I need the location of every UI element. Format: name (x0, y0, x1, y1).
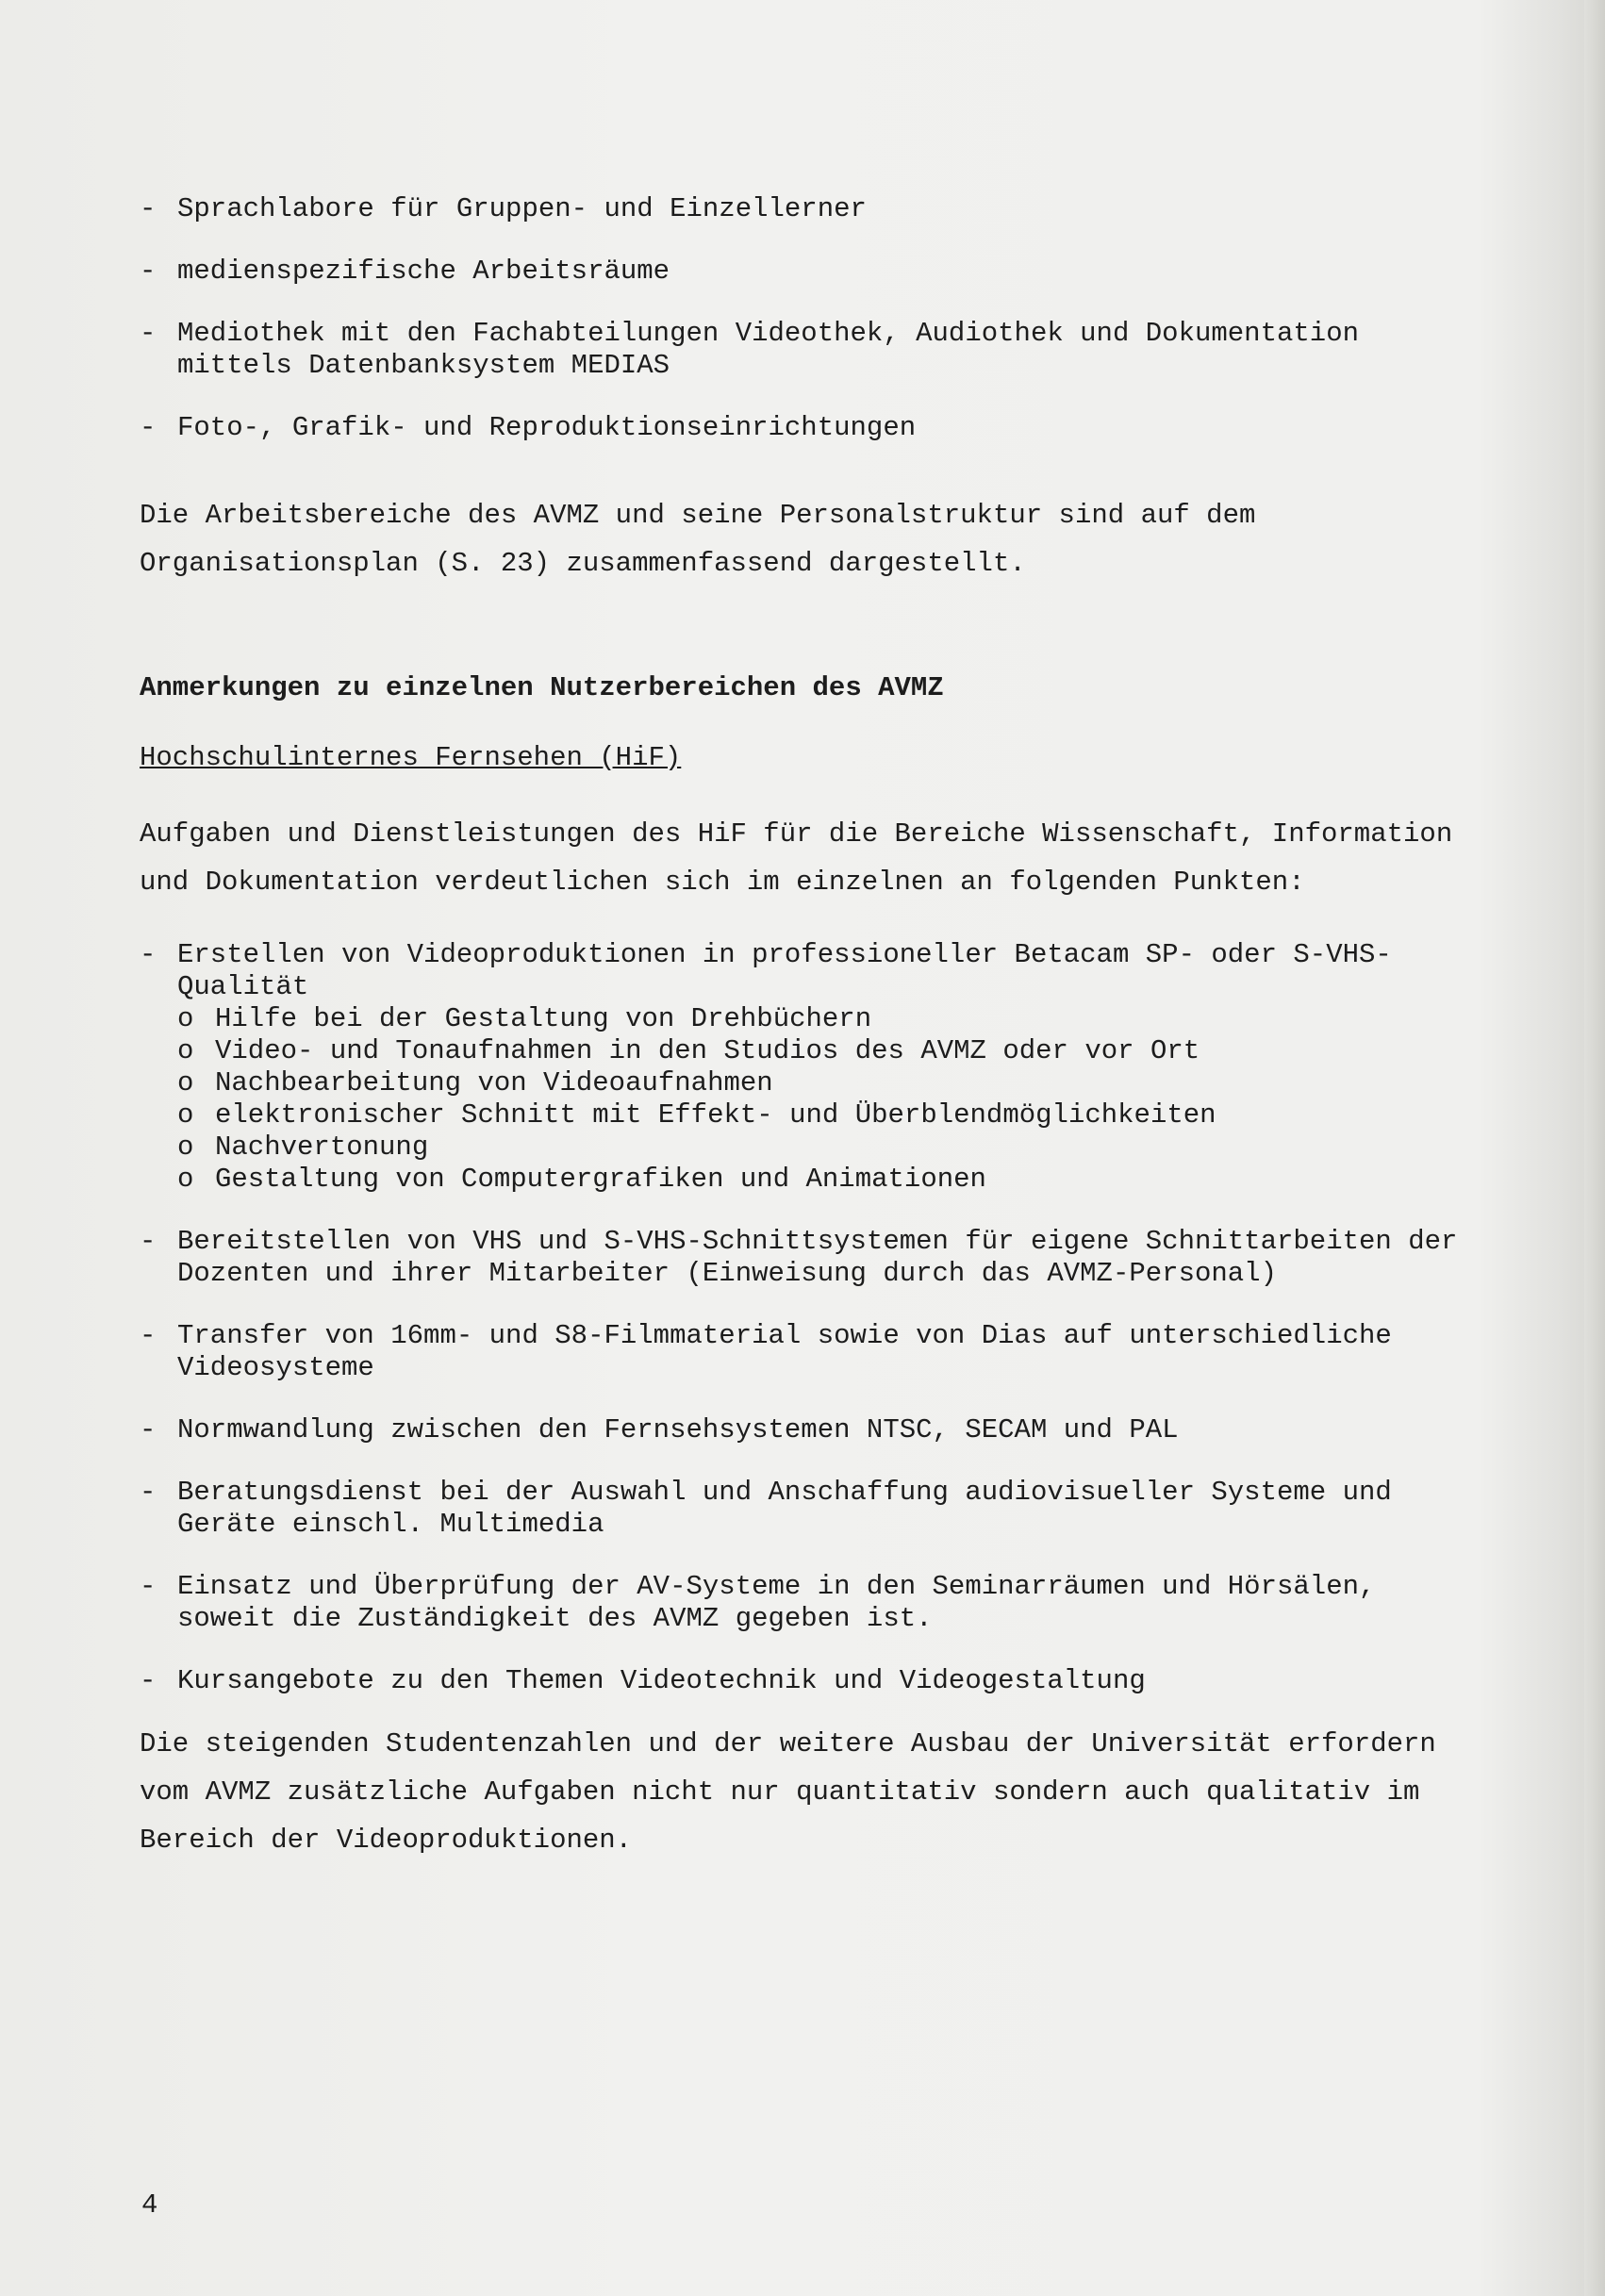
intro-paragraph: Die Arbeitsbereiche des AVMZ und seine Personalstruktur sind auf dem Organisationsplan (S. 23) zusammenfassend dargestellt. (140, 500, 1256, 579)
list-item (140, 318, 1460, 382)
page-number: 4 (141, 2189, 158, 2221)
dash-bullet: - (140, 939, 157, 970)
o-bullet: o (177, 1164, 194, 1195)
sub-item-text: Nachbearbeitung von Videoaufnahmen (215, 1067, 773, 1098)
sub-item (177, 1164, 1460, 1196)
o-bullet: o (177, 1003, 194, 1034)
sub-item (177, 1035, 1460, 1067)
dash-bullet: - (140, 193, 157, 224)
sub-item (177, 1099, 1460, 1131)
o-bullet: o (177, 1131, 194, 1163)
list-item-text: medienspezifische Arbeitsräume (177, 256, 670, 287)
task-item-text: Bereitstellen von VHS und S-VHS-Schnittsystemen für eigene Schnittarbeiten der Dozenten und ihrer Mitarbeiter (Einweisung durch das AVMZ-Personal) (177, 1226, 1458, 1289)
o-bullet: o (177, 1035, 194, 1066)
dash-bullet: - (140, 1477, 157, 1508)
tasks-intro-paragraph: Aufgaben und Dienstleistungen des HiF für die Bereiche Wissenschaft, Information und Dokumentation verdeutlichen sich im einzelnen an folgenden Punkten: (140, 818, 1453, 898)
task-item (140, 1571, 1460, 1635)
section-heading: Anmerkungen zu einzelnen Nutzerbereichen des AVMZ (140, 672, 944, 703)
dash-bullet: - (140, 1414, 157, 1445)
task-item (140, 1226, 1460, 1290)
task-item (140, 1477, 1460, 1541)
task-item-body (177, 939, 1460, 1196)
task-item-text: Normwandlung zwischen den Fernsehsystemen NTSC, SECAM und PAL (177, 1414, 1179, 1445)
subsection-heading: Hochschulinternes Fernsehen (HiF) (140, 742, 682, 773)
sub-item-text: Video- und Tonaufnahmen in den Studios des AVMZ oder vor Ort (215, 1035, 1200, 1066)
list-item (140, 193, 1460, 225)
page-edge-shadow (1584, 0, 1605, 2296)
list-item-text: Mediothek mit den Fachabteilungen Videothek, Audiothek und Dokumentation mittels Datenbanksystem MEDIAS (177, 318, 1360, 381)
sub-item (177, 1131, 1460, 1164)
dash-bullet: - (140, 1320, 157, 1351)
list-item (140, 256, 1460, 288)
closing-paragraph: Die steigenden Studentenzahlen und der weitere Ausbau der Universität erfordern vom AVMZ zusätzliche Aufgaben nicht nur quantitativ sondern auch qualitativ im Bereich der Videoproduktionen. (140, 1728, 1436, 1856)
task-item (140, 939, 1460, 1196)
dash-bullet: - (140, 256, 157, 287)
o-bullet: o (177, 1099, 194, 1131)
o-bullet: o (177, 1067, 194, 1098)
list-item-text: Foto-, Grafik- und Reproduktionseinrichtungen (177, 412, 917, 443)
sub-item-text: Hilfe bei der Gestaltung von Drehbüchern (215, 1003, 872, 1034)
task-item-text: Kursangebote zu den Themen Videotechnik und Videogestaltung (177, 1665, 1146, 1696)
dash-bullet: - (140, 1226, 157, 1257)
list-item-text: Sprachlabore für Gruppen- und Einzellerner (177, 193, 867, 224)
task-item (140, 1665, 1460, 1697)
task-item-text: Erstellen von Videoproduktionen in professioneller Betacam SP- oder S-VHS-Qualität (177, 939, 1392, 1002)
task-item (140, 1414, 1460, 1446)
task-item-text: Einsatz und Überprüfung der AV-Systeme in den Seminarräumen und Hörsälen, soweit die Zuständigkeit des AVMZ gegeben ist. (177, 1571, 1376, 1634)
document-body (140, 193, 1460, 1911)
dash-bullet: - (140, 1665, 157, 1696)
dash-bullet: - (140, 1571, 157, 1602)
dash-bullet: - (140, 412, 157, 443)
sub-item-text: Gestaltung von Computergrafiken und Animationen (215, 1164, 986, 1195)
sub-item-text: elektronischer Schnitt mit Effekt- und Überblendmöglichkeiten (215, 1099, 1216, 1131)
sub-item-text: Nachvertonung (215, 1131, 429, 1163)
dash-bullet: - (140, 318, 157, 349)
sub-item (177, 1003, 1460, 1035)
task-item-text: Transfer von 16mm- und S8-Filmmaterial sowie von Dias auf unterschiedliche Videosysteme (177, 1320, 1392, 1383)
list-item (140, 412, 1460, 444)
task-item (140, 1320, 1460, 1384)
task-item-text: Beratungsdienst bei der Auswahl und Anschaffung audiovisueller Systeme und Geräte einschl. Multimedia (177, 1477, 1392, 1540)
sub-item (177, 1067, 1460, 1099)
